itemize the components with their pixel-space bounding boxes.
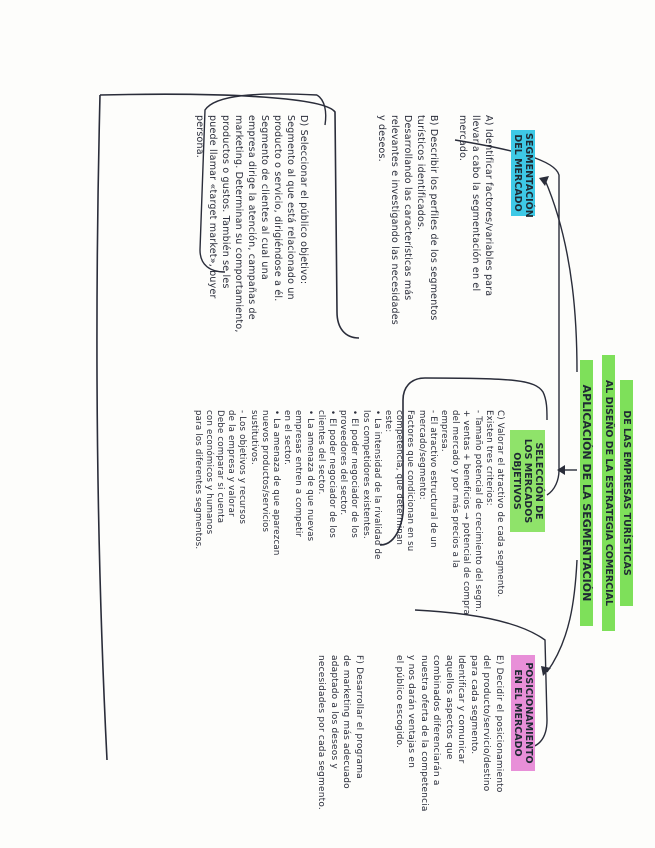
title-line-2: AL DISEÑO DE LA ESTRATEGIA COMERCIAL <box>602 355 615 631</box>
item-f: F) Desarrollar el programa de marketing más adecuado adaptado a los deseos y necesidades por cada segmento. <box>316 655 364 810</box>
left-branch-label: SEGMENTACIÓN DEL MERCADO <box>511 130 535 216</box>
right-branch-label: POSICIONAMIENTO EN EL MERCADO <box>511 655 535 771</box>
arrow-to-right <box>547 560 577 672</box>
left-frame-bottom <box>97 95 107 760</box>
item-a: A) Identificar factores/variables para llevar a cabo la segmentación en el mercado. <box>457 115 494 297</box>
arrow-to-left <box>545 180 577 372</box>
center-branch-label: SELECCIÓN DE LOS MERCADOS OBJETIVOS <box>510 430 545 532</box>
title-line-3: DE LAS EMPRESAS TURÍSTICAS <box>620 380 633 606</box>
item-d: D) Seleccionar el público objetivo: Segmento al que está relacionado un producto o servicio, dirigiéndose a él. Segmento de clientes al cual una empresa dirige la atención, campañas de marketing. Determinan su comportamiento, productos o gustos. También se les puede llamar «target market», buyer persona. <box>194 115 309 333</box>
item-b: B) Describir los perfiles de los segmentos turísticos identificados. Desarrollando las características más relevantes e investigando las necesidades y deseos. <box>376 115 439 325</box>
item-c: C) Valorar el atractivo de cada segmento. Existen tres criterios: - Tamaño potencial de crecimiento del segm. + ventas + beneficios → potencial de compra del mercado y por más precios a la empresa. - El atractivo estructural de un mercado/segmento: Factores que condicionan en su competencia, que determinan este: • La intensidad de la rivalidad de los competidores existentes. • El poder negociador de los proveedores del sector. • El poder negociador de los clientes del sector. • La amenaza de que nuevas empresas entren a competir en el sector. • La amenaza de que aparezcan nuevos productos/servicios sustitutivos. - Los objetivos y recursos de la empresa y valorar Debe comparar si cuenta con económicos y humanos para los diferentes segmentos. <box>192 410 505 615</box>
segment-box-top <box>317 95 326 125</box>
title-line-1: APLICACIÓN DE LA SEGMENTACIÓN <box>580 360 593 626</box>
item-e: E) Decidir el posicionamiento del producto/servicio/destino para cada segmento. Identificar y comunicar aquellos aspectos que combinados diferenciarán a nuestra oferta de la competencia y nos darán ventajas en el público escogido. <box>394 655 504 812</box>
